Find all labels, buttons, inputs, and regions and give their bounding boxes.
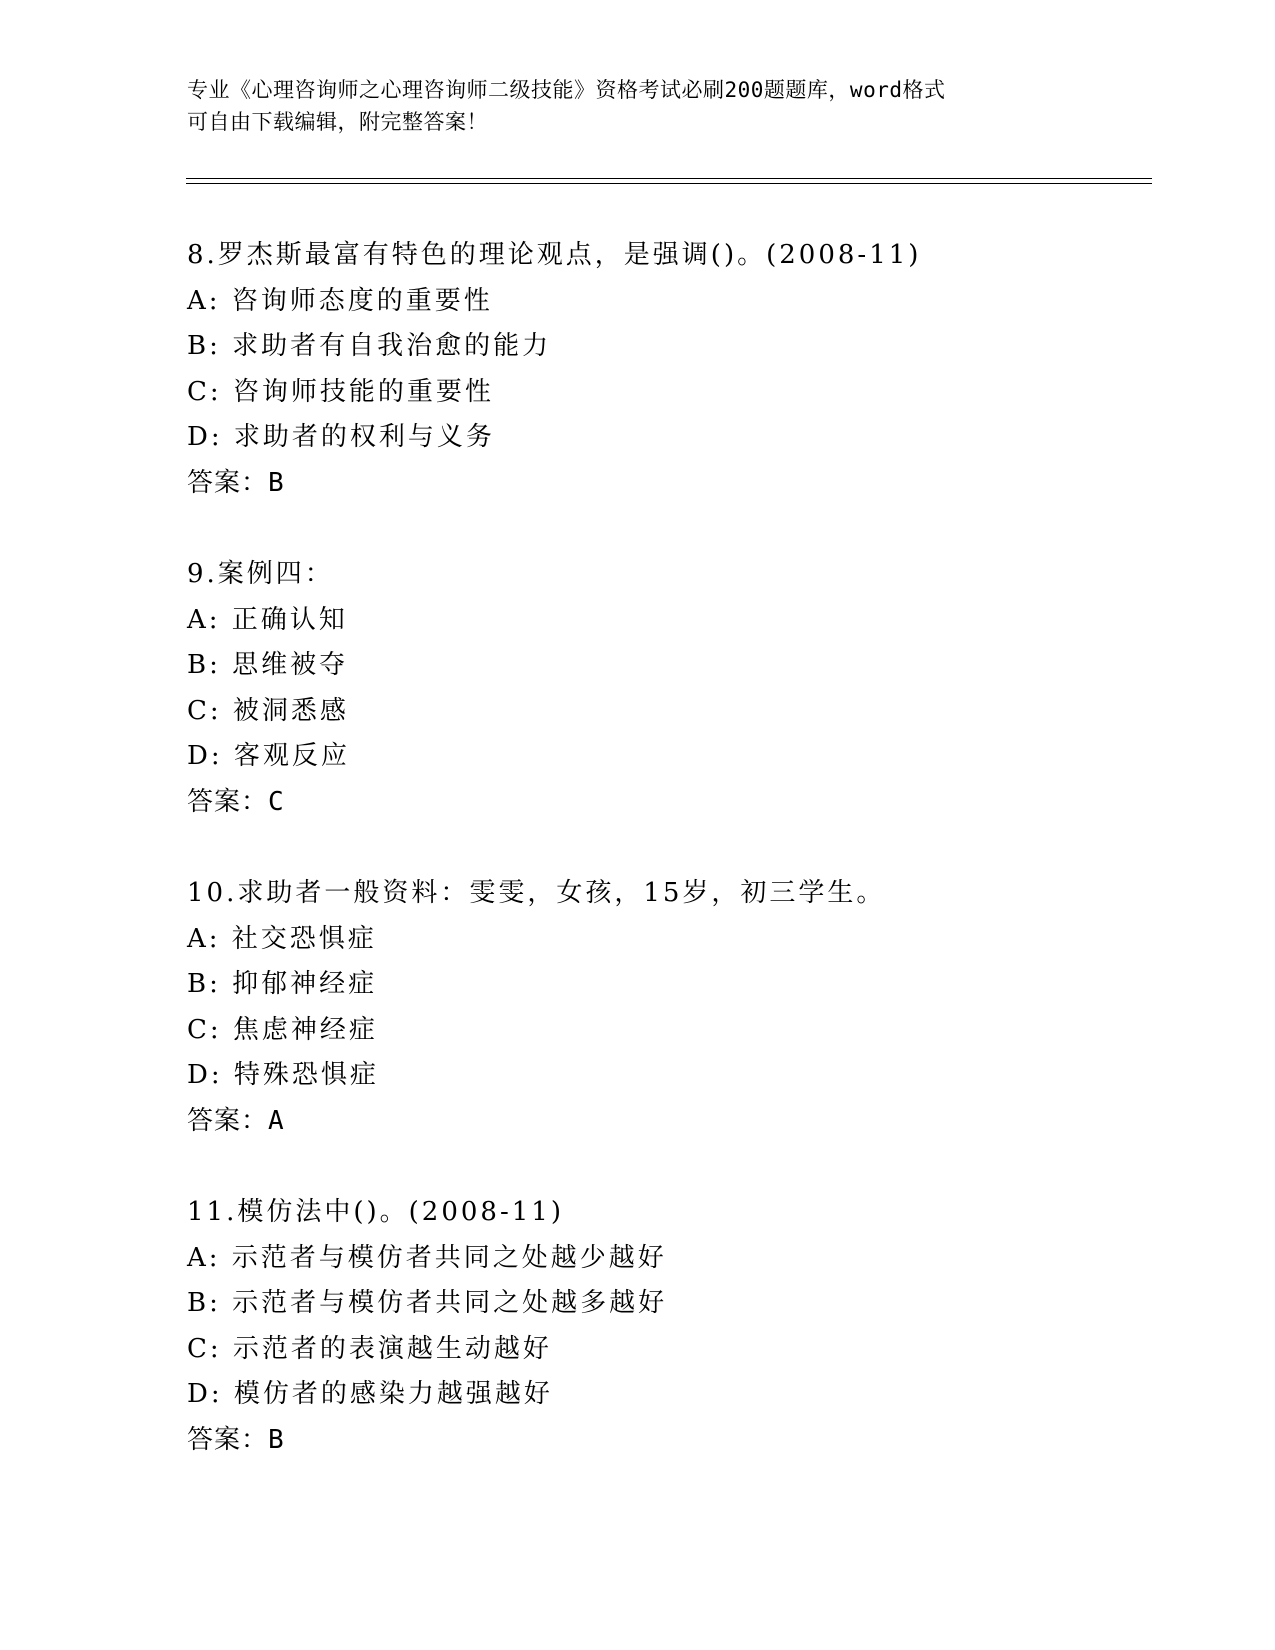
option-c: C: 焦虑神经症 [187,1014,378,1045]
header-divider-bottom [186,183,1152,184]
option-c: C: 咨询师技能的重要性 [187,376,494,407]
header-divider-top [186,178,1152,179]
option-a: A: 咨询师态度的重要性 [187,285,493,316]
question-10 [187,871,1147,1144]
option-a: A: 正确认知 [187,604,348,635]
option-d: D: 模仿者的感染力越强越好 [187,1379,553,1409]
question-stem: 11.模仿法中()。(2008-11) [187,1197,564,1227]
question-stem: 9.案例四： [187,559,334,589]
question-stem: 8.罗杰斯最富有特色的理论观点，是强调()。(2008-11) [187,240,922,270]
question-stem: 10.求助者一般资料：雯雯，女孩，15岁，初三学生。 [187,878,886,908]
option-d: D: 特殊恐惧症 [187,1060,379,1090]
question-11 [187,1190,1147,1463]
answer: 答案：B [187,1424,285,1455]
header-line-2: 可自由下载编辑，附完整答案！ [187,110,488,134]
option-b: B: 求助者有自我治愈的能力 [187,331,552,361]
option-b: B: 思维被夺 [187,650,349,680]
answer: 答案：C [187,786,285,817]
question-9 [187,552,1147,825]
option-c: C: 示范者的表演越生动越好 [187,1333,552,1364]
document-header [187,74,1087,138]
header-line-1: 专业《心理咨询师之心理咨询师二级技能》资格考试必刷200题题库，word格式 [187,78,946,102]
question-8 [187,233,1147,506]
option-b: B: 抑郁神经症 [187,969,378,999]
option-b: B: 示范者与模仿者共同之处越多越好 [187,1288,668,1318]
option-d: D: 客观反应 [187,741,350,771]
option-c: C: 被洞悉感 [187,695,349,726]
option-a: A: 示范者与模仿者共同之处越少越好 [187,1242,667,1273]
answer: 答案：B [187,467,285,498]
answer: 答案：A [187,1105,285,1136]
option-a: A: 社交恐惧症 [187,923,377,954]
option-d: D: 求助者的权利与义务 [187,422,495,452]
